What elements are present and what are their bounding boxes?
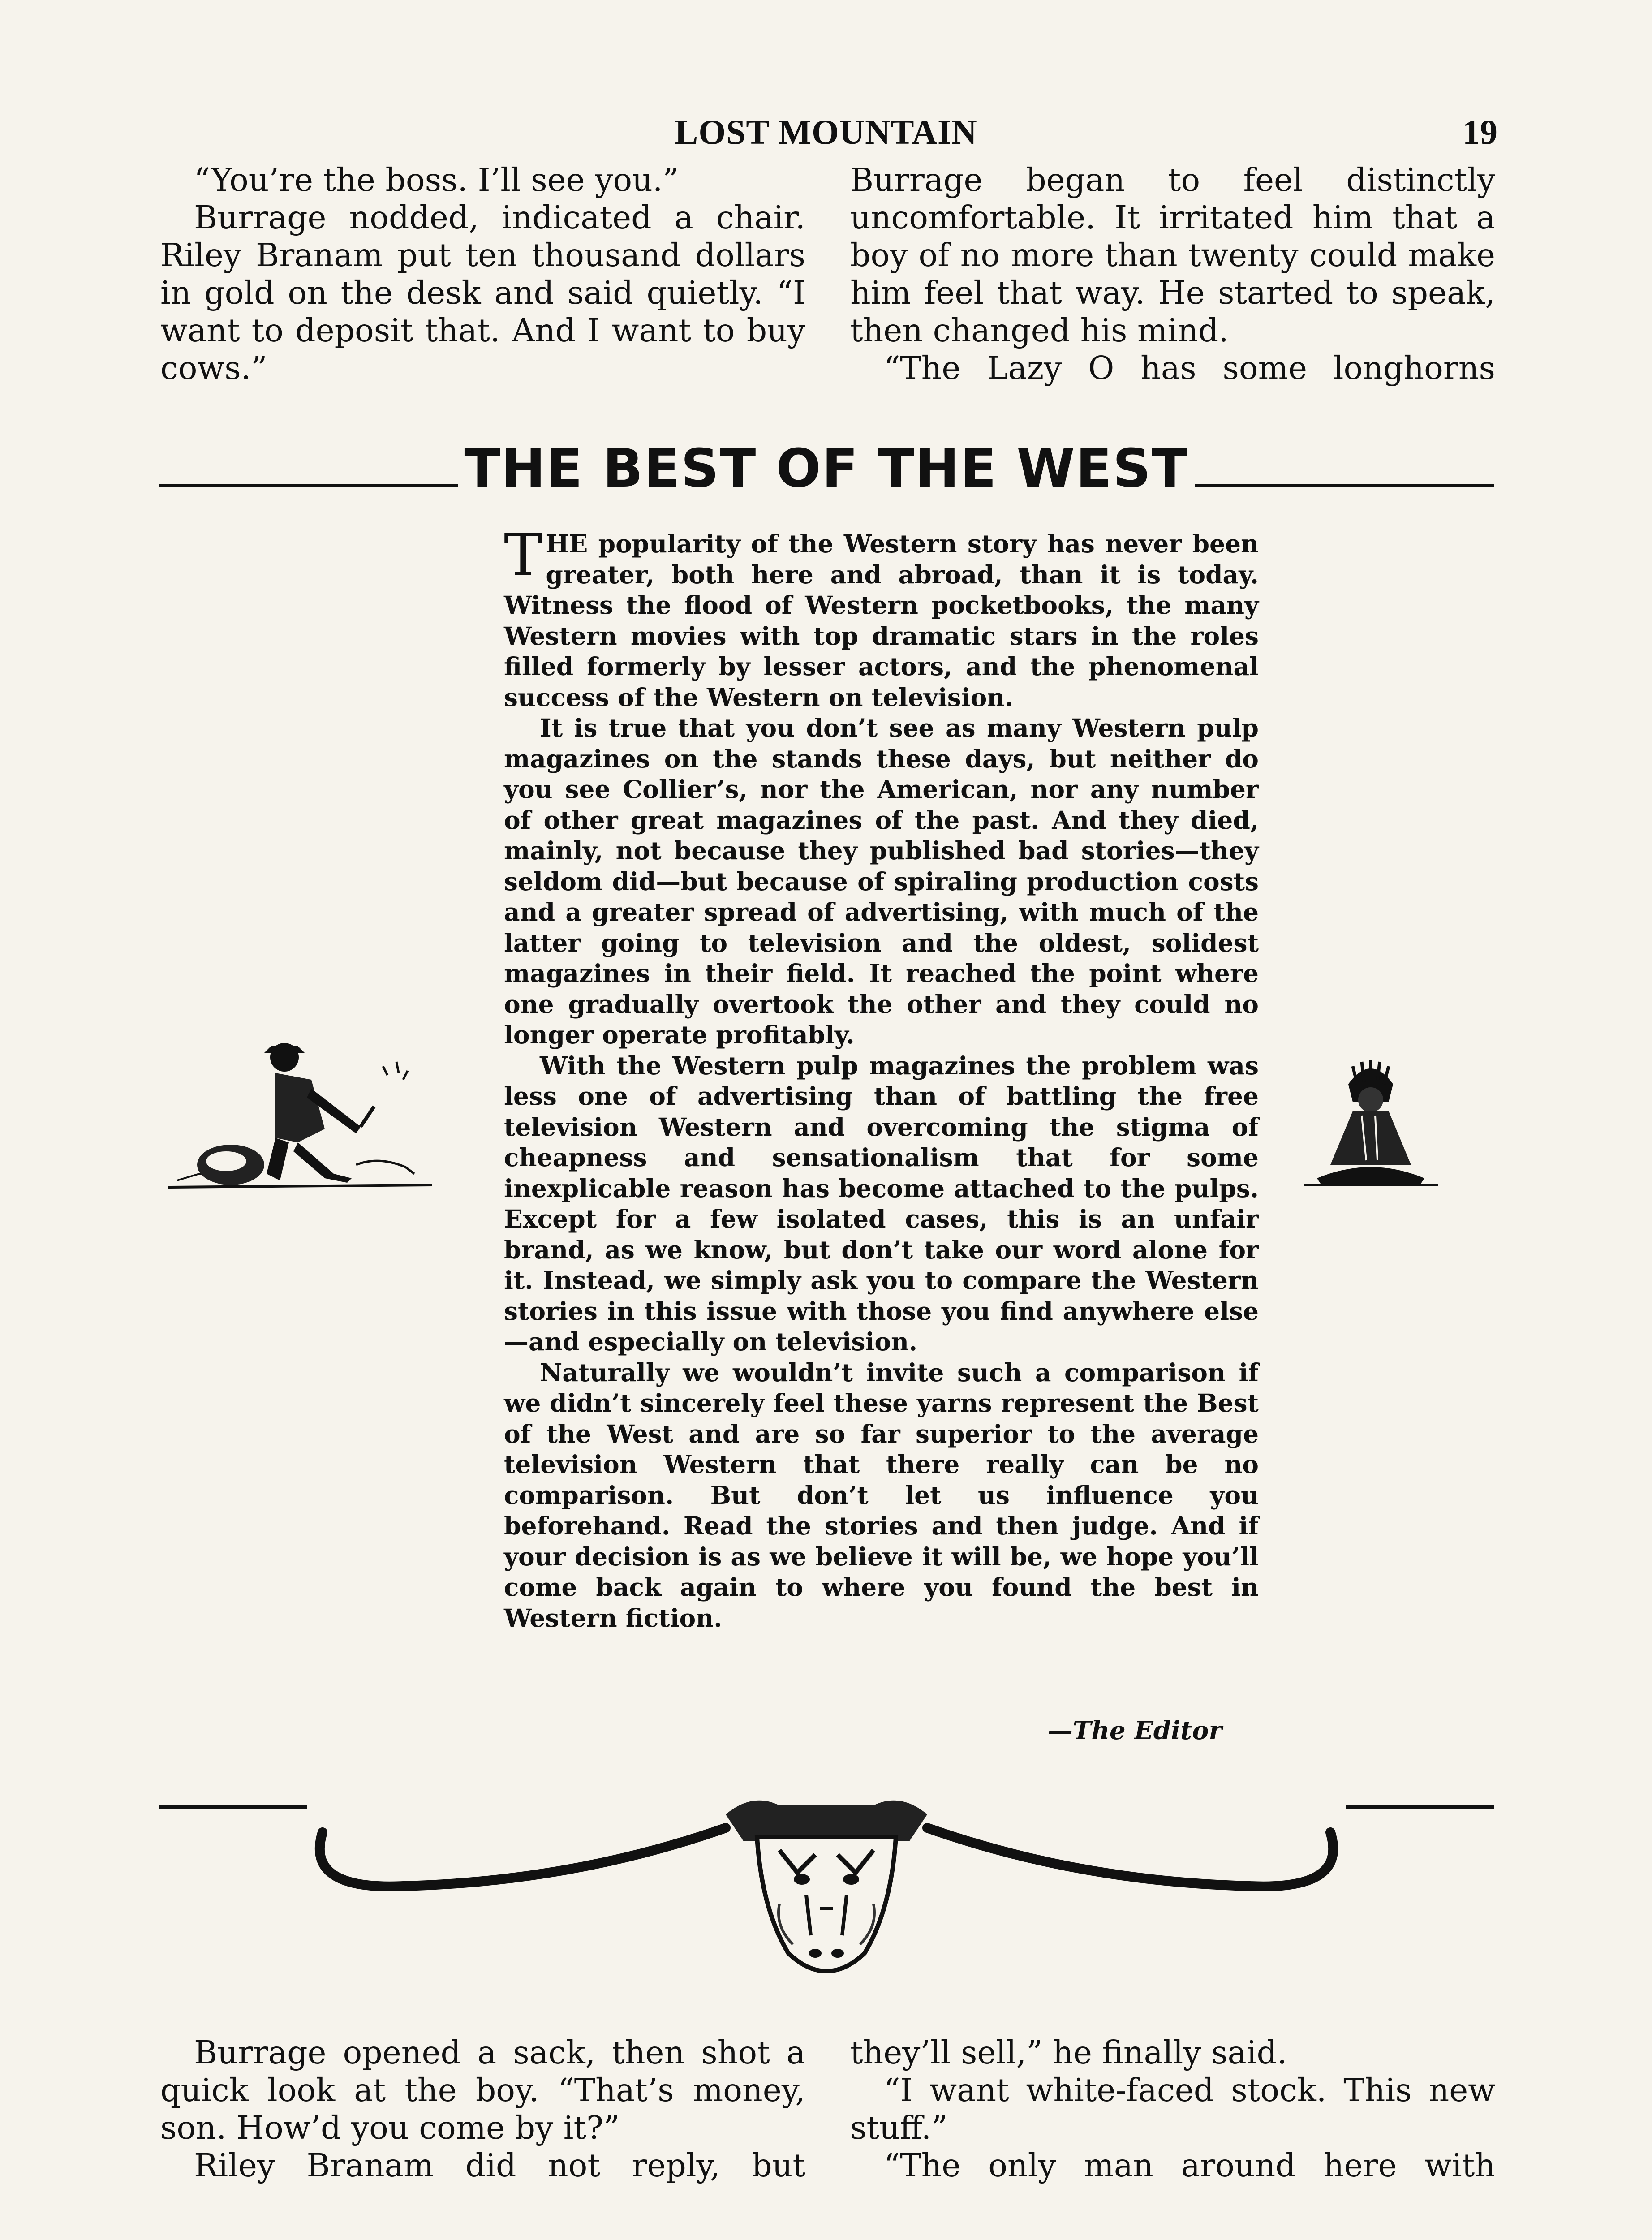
seated-chief-icon (1299, 1057, 1442, 1192)
top-right-column (850, 161, 1495, 387)
drop-cap: T (504, 522, 542, 589)
paragraph: Riley Branam did not reply, but (194, 2147, 805, 2184)
paragraph: “The Lazy O has some longhorns (884, 349, 1495, 387)
heading-rule-right (1195, 484, 1494, 487)
paragraph: “I want white-faced stock. This new stuff.” (850, 2072, 1495, 2146)
section-heading (159, 430, 1494, 497)
editor-signature: —The Editor (1047, 1716, 1222, 1745)
heading-rule-left (159, 484, 458, 487)
editorial-paragraph: THE popularity of the Western story has never been greater, both here and abroad, than it is today. Witness the flood of Western pocketbooks, the many Western movies with top dramatic stars in the roles filled formerly by lesser actors, and the phenomenal success of the Western on television. (504, 522, 1259, 712)
editorial-paragraph: Naturally we wouldn’t invite such a comparison if we didn’t sincerely feel these yarns represent the Best of the West and are so far superior to the average television Western that there really can be no comparison. But don’t let us influence you beforehand. Read the stories and then judge. And if your decision is as we believe it will be, we hope you’ll come back again to where you found the best in Western fiction. (504, 1357, 1259, 1633)
paragraph: Burrage nodded, indicated a chair. Riley Branam put ten thousand dollars in gold on the desk and said quietly. “I want to deposit that. And I want to buy cows.” (160, 199, 805, 387)
paragraph: “The only man around here with (884, 2147, 1495, 2184)
paragraph: Burrage opened a sack, then shot a quick look at the boy. “That’s money, son. How’d you come by it?” (160, 2034, 805, 2146)
top-left-column (160, 161, 805, 387)
page-number: 19 (1463, 112, 1497, 151)
editorial-paragraph: It is true that you don’t see as many Western pulp magazines on the stands these days, but neither do you see Collier’s, nor the American, nor any number of other great magazines of the past. And they died, mainly, not because they published bad stories—they seldom did—but because of spiraling production costs and a greater spread of advertising, with much of the latter going to television and the oldest, solidest magazines in their field. It reached the point where one gradually overtook the other and they could no longer operate profitably. (504, 713, 1259, 1049)
editorial-text (504, 522, 1259, 1633)
paragraph: they’ll sell,” he finally said. (850, 2034, 1287, 2071)
feature-title: THE BEST OF THE WEST (464, 437, 1189, 499)
bottom-right-column (850, 2034, 1495, 2184)
divider-rule-left (159, 1805, 307, 1809)
bottom-left-column (160, 2034, 805, 2184)
prospector-icon (163, 1030, 441, 1201)
divider-rule-right (1346, 1805, 1494, 1809)
running-title: LOST MOUNTAIN (675, 112, 977, 151)
editorial-paragraph: With the Western pulp magazines the problem was less one of advertising than of battling the free television Western and overcoming the stigma of cheapness and sensationalism that for some inexplicable reason has become attached to the pulps. Except for a few isolated cases, this is an unfair brand, as we know, but don’t take our word alone for it. Instead, we simply ask you to compare the Western stories in this issue with those you find anywhere else—and especially on television. (504, 1051, 1259, 1356)
longhorn-steer-icon (305, 1774, 1348, 1989)
paragraph: Burrage began to feel distinctly uncomfortable. It irritated him that a boy of no more than twenty could make him feel that way. He started to speak, then changed his mind. (850, 161, 1495, 349)
paragraph: “You’re the boss. I’ll see you.” (194, 161, 679, 198)
